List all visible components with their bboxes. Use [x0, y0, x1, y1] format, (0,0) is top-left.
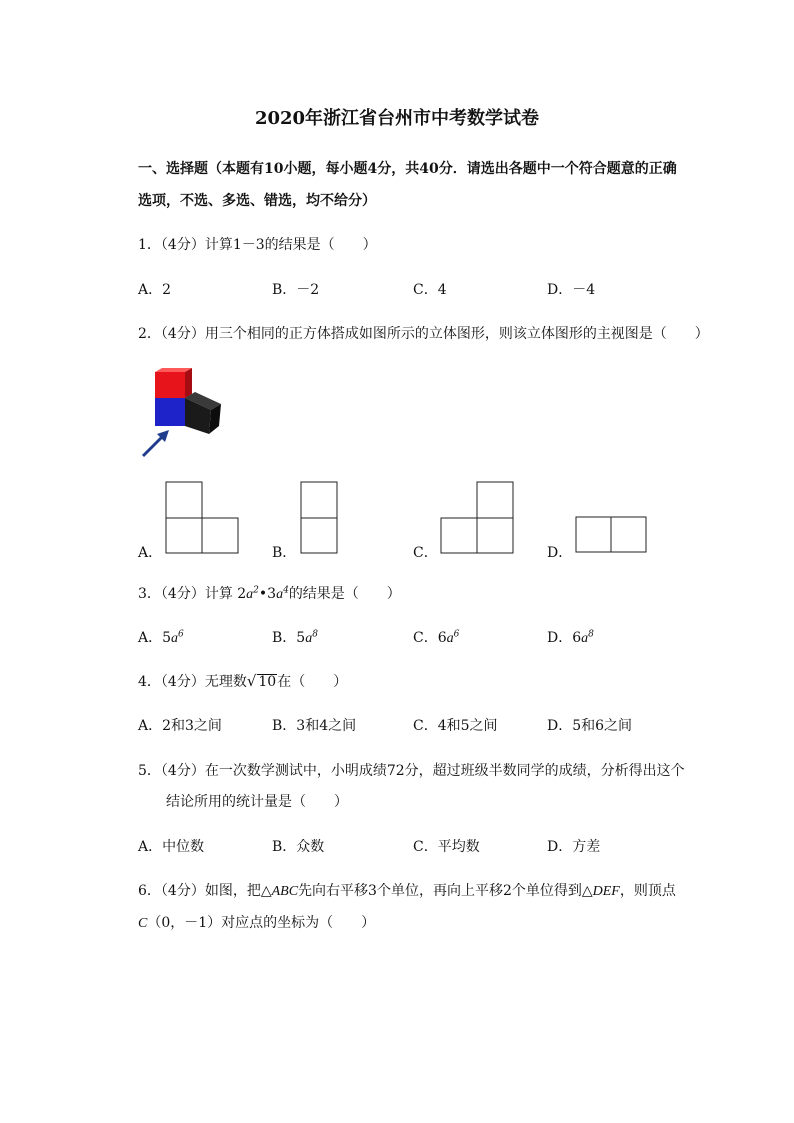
- question-1-option-a: A．2: [138, 282, 172, 298]
- q6-text-a: 6．（4分）如图，把△: [138, 883, 272, 899]
- question-3-var-2: a: [276, 587, 284, 602]
- question-3-option-c: [413, 627, 459, 647]
- question-3-stem: [138, 583, 401, 603]
- question-1-stem: 1．（4分）计算1－3的结果是（ ）: [138, 237, 377, 253]
- q3b-exp: 8: [312, 629, 318, 640]
- question-3-option-a: [138, 627, 184, 647]
- q3c-label: C．6: [413, 630, 447, 646]
- question-4-stem-prefix: 4．（4分）无理数: [138, 674, 247, 690]
- question-2-option-a-label: A．: [138, 545, 163, 561]
- question-1-option-c: C．4: [413, 282, 447, 298]
- question-5-option-d: D．方差: [547, 839, 601, 855]
- question-5-option-b: B．众数: [272, 839, 325, 855]
- question-3-exp-1: 2: [253, 585, 259, 596]
- option-c-square-bottom-right: [477, 518, 513, 553]
- question-3-exp-2: 4: [283, 585, 289, 596]
- section-heading-line2: 选项，不选、多选、错选，均不给分）: [138, 193, 376, 209]
- question-4-stem-suffix: 在（ ）: [277, 674, 348, 690]
- option-c-front-view: [440, 481, 514, 554]
- q6-vertex-c: C: [138, 916, 148, 931]
- cube-stack-figure: [135, 364, 225, 462]
- question-3-var-1: a: [246, 587, 254, 602]
- question-1-option-b: B．－2: [272, 282, 320, 298]
- option-d-square-left: [576, 517, 611, 552]
- q3b-label: B．5: [272, 630, 306, 646]
- question-3-option-d: [547, 627, 594, 647]
- q3a-var: a: [171, 631, 179, 646]
- q6-triangle-def: DEF: [592, 884, 620, 899]
- red-cube-front-face: [155, 372, 185, 398]
- q3d-label: D．6: [547, 630, 582, 646]
- question-2-option-d-label: D．: [547, 545, 573, 561]
- option-c-square-bottom-left: [441, 518, 477, 553]
- q3a-exp: 6: [178, 629, 184, 640]
- red-cube-side-face: [185, 368, 192, 398]
- question-4-option-b: B．3和4之间: [272, 718, 357, 734]
- option-b-square-bottom: [301, 518, 337, 553]
- question-1-option-d: D．－4: [547, 282, 596, 298]
- section-heading-line1: 一、选择题（本题有10小题，每小题4分，共40分．请选出各题中一个符合题意的正确: [138, 161, 677, 177]
- q3d-var: a: [581, 631, 589, 646]
- q3c-exp: 6: [453, 629, 460, 640]
- option-d-front-view: [575, 516, 647, 554]
- q3d-exp: 8: [588, 629, 594, 640]
- q6-text-c: ，则顶点: [619, 883, 676, 899]
- question-5-stem-line1: 5．（4分）在一次数学测试中，小明成绩72分，超过班级半数同学的成绩，分析得出这个: [138, 763, 685, 779]
- question-5-option-c: C．平均数: [413, 839, 480, 855]
- question-6-stem-line2: [138, 912, 375, 932]
- page-title: 2020年浙江省台州市中考数学试卷: [254, 108, 540, 129]
- question-3-stem-suffix: 的结果是（ ）: [288, 586, 401, 602]
- question-6-stem-line1: [138, 880, 676, 900]
- q3a-label: A．5: [138, 630, 172, 646]
- question-3-dot: •3: [258, 586, 277, 602]
- question-4-option-d: D．5和6之间: [547, 718, 633, 734]
- question-4-stem: [138, 671, 347, 691]
- question-5-option-a: A．中位数: [138, 839, 205, 855]
- option-c-square-top: [477, 482, 513, 518]
- question-2-stem: 2．（4分）用三个相同的正方体搭成如图所示的立体图形，则该立体图形的主视图是（ ）: [138, 326, 709, 342]
- option-b-front-view: [300, 481, 339, 554]
- question-4-option-c: C．4和5之间: [413, 718, 498, 734]
- question-2-option-b-label: B．: [272, 545, 297, 561]
- q3b-var: a: [305, 631, 313, 646]
- question-5-stem-line2: 结论所用的统计量是（ ）: [166, 794, 348, 810]
- q3c-var: a: [446, 631, 454, 646]
- question-2-option-c-label: C．: [413, 545, 438, 561]
- blue-cube-front-face: [155, 398, 185, 426]
- question-3-stem-prefix: 3．（4分）计算 2: [138, 586, 247, 602]
- question-4-radicand: 10: [258, 674, 277, 690]
- option-b-square-top: [301, 482, 337, 518]
- option-d-square-right: [611, 517, 646, 552]
- option-a-square-bottom-left: [166, 518, 202, 553]
- option-a-square-bottom-right: [202, 518, 238, 553]
- radical-sign: √: [246, 672, 257, 690]
- q6-triangle-abc: ABC: [271, 884, 299, 899]
- option-a-front-view: [165, 481, 239, 554]
- question-3-option-b: [272, 627, 318, 647]
- q6-text-b: 先向右平移3个单位，再向上平移2个单位得到△: [298, 883, 593, 899]
- question-4-option-a: A．2和3之间: [138, 718, 222, 734]
- option-a-square-top: [166, 482, 202, 518]
- q6-text-rest: （0，－1）对应点的坐标为（ ）: [147, 915, 376, 931]
